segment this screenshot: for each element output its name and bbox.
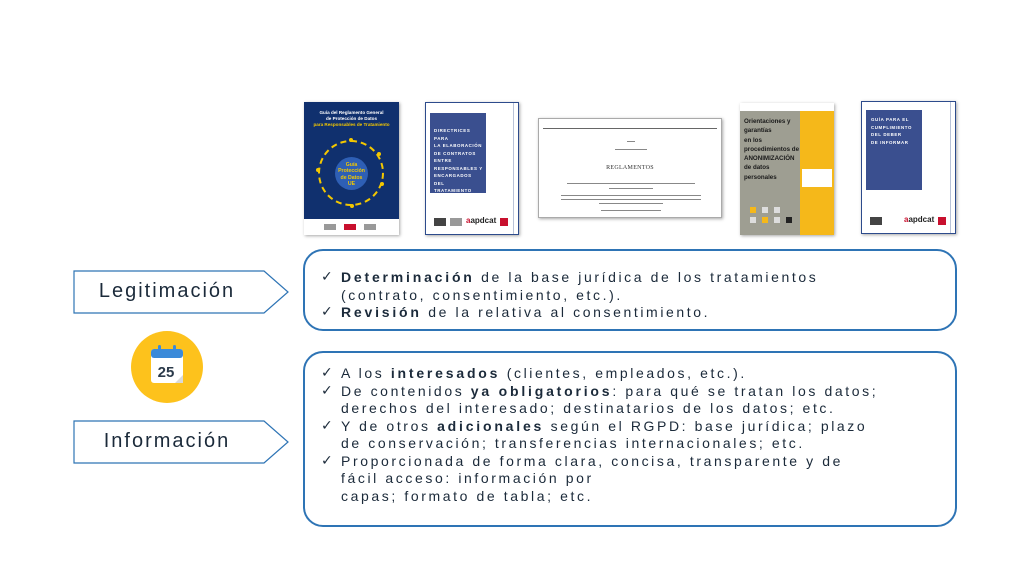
list-item: ✓ Proporcionada de forma clara, concisa, transparente y de fácil acceso: información por capas; formato de tabla; etc.: [319, 453, 941, 506]
guia-center-text: Guía Protección de Datos UE: [338, 162, 365, 188]
list-item: ✓ De contenidos ya obligatorios: para qué se tratan los datos; derechos del interesado; destinatarios de los datos; etc.: [319, 383, 941, 418]
list-item: ✓ Revisión de la relativa al consentimiento.: [319, 304, 941, 322]
informacion-label: Información: [103, 430, 231, 452]
doc-thumbnail-directrices: [425, 102, 519, 235]
orientaciones-logo-box: [802, 169, 832, 187]
doc-thumbnail-guia-rgpd: [304, 102, 399, 235]
informacion-box: [303, 351, 957, 527]
star-icon: [380, 182, 384, 186]
orientaciones-title: Orientaciones y garantías en los procedimientos de ANONIMIZACIÓN de datos personales: [744, 118, 800, 181]
reglamento-title: REGLAMENTOS: [606, 165, 654, 171]
cumplimiento-logos: [870, 215, 950, 225]
list-item: ✓ Determinación de la base jurídica de los tratamientos (contrato, consentimiento, etc.).: [319, 269, 941, 304]
legitimacion-label: Legitimación: [98, 280, 236, 302]
directrices-title: DIRECTRICES PARA LA ELABORACIÓN DE CONTRATOS ENTRE RESPONSABLES Y ENCARGADOS DEL TRATAMIENTO: [434, 128, 483, 193]
star-icon: [316, 168, 320, 172]
calendar-icon: [131, 331, 203, 403]
star-icon: [377, 152, 381, 156]
list-item: ✓ Y de otros adicionales según el RGPD: base jurídica; plazo de conservación; transferencias internacionales; etc.: [319, 418, 941, 453]
doc-thumbnail-reglamento: [538, 118, 722, 218]
calendar-day: 25: [157, 364, 175, 381]
guia-footer-logos: [304, 219, 399, 235]
legitimacion-list: [319, 269, 941, 322]
star-icon: [350, 204, 354, 208]
informacion-tag: [72, 418, 292, 466]
reglamento-header-rule: [543, 123, 717, 129]
legitimacion-box: [303, 249, 957, 331]
guia-header: Guía del Reglamento General de Protección de Datos para Responsables de Tratamiento: [313, 110, 390, 127]
informacion-list: [319, 365, 941, 505]
star-icon: [349, 138, 353, 142]
apdcat-logo: aapdcat: [466, 216, 497, 225]
doc-thumbnail-orientaciones: [740, 103, 834, 235]
cumplimiento-title: GUÍA PARA EL CUMPLIMIENTO DEL DEBER DE INFORMAR: [871, 117, 913, 145]
legitimacion-tag: [72, 268, 292, 316]
doc-thumbnail-cumplimiento: [861, 101, 956, 234]
apdcat-logo: aapdcat: [904, 215, 935, 224]
list-item: ✓ A los interesados (clientes, empleados, etc.).: [319, 365, 941, 383]
directrices-logos: [434, 216, 514, 226]
